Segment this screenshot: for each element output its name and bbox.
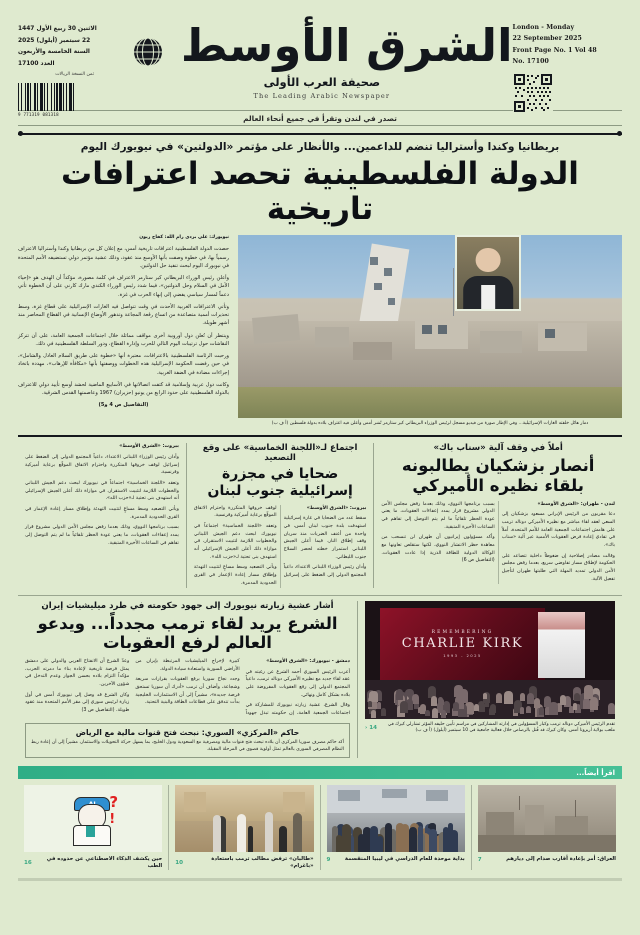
- story-paragraph: وقالت مصادر إصلاحية إن ضغوطاً داخلية تتصاعد على الحكومة لإطلاق مسار تفاوضي سريع، بعدما رفض مجلس الأمن الدولي تمديد المهلة التي طلبتها طهران لتأجيل تفعيل الآلية.: [501, 553, 615, 582]
- story-paragraph: وأدان رئيس الوزراء اللبناني الاعتداء، داعياً المجتمع الدولي إلى الضغط على إسرائيل لوقف خروقها المتكررة واحترام الاتفاق الموقّع برعاية أميركية وفرنسية.: [193, 505, 367, 579]
- masthead-city-day: London - Monday: [512, 24, 575, 31]
- teaser-image-ruins: [478, 785, 616, 852]
- story-column-dateline: بيروت: «الشرق الأوسط»: [119, 444, 179, 450]
- story-syria: [18, 601, 358, 759]
- kirk-screen-remembering: REMEMBERING: [431, 630, 494, 636]
- ai-doctor-illustration: [70, 792, 119, 845]
- masthead-year-ar: السنة الخامسة والأربعون: [18, 49, 90, 56]
- story-lebanon-body: [194, 505, 366, 588]
- kirk-screen-name: CHARLIE KIRK: [401, 636, 524, 652]
- lead-paragraph: ورحبت الرئاسة الفلسطينية بالاعترافات، معتبرة أنها «خطوة على طريق السلام العادل والشامل»، في حين رفضت الحكومة الإسرائيلية هذه الخطوات ووصفتها بأنها «مكافأة للإرهاب»، مهددة باتخاذ إجراءات مضادة في الضفة الغربية.: [18, 353, 229, 376]
- story-iran-dateline: لندن - طهران: «الشرق الأوسط»: [537, 501, 615, 507]
- teaser-page[interactable]: 7: [477, 856, 482, 863]
- masthead-volume: Front Page No. 1 Vol 48: [512, 46, 597, 54]
- section-divider-thin: [18, 595, 622, 596]
- question-mark-icon: ?: [109, 792, 119, 811]
- story-paragraph: دعا مقربون من الرئيس الإيراني مسعود بزشكيان إلى السعي لعقد لقاء مباشر مع نظيره الأميركي دونالد ترمب على هامش اجتماعات الجمعية العامة للأمم المتحدة، أملاً في تفادي إعادة فرض العقوبات الأممية عبر آلية «سناب باك».: [501, 512, 615, 549]
- lead-body-wrap: [18, 235, 622, 428]
- kirk-caption-row: [365, 722, 615, 736]
- story-lebanon-dateline: بيروت: «الشرق الأوسط»: [306, 505, 367, 511]
- story-paragraph: وجدد نجاح سوريا برفع العقوبات بقرارات سريعة وشجاعة، وأضاف أن ترمب «أدرك أن سوريا تستحق فرصة جديدة»، مشيراً إلى أن الاستثمارات الخليجية بدأت تتدفق على قطاعات الطاقة والبنية التحتية.: [135, 677, 240, 706]
- foreground-grass: [238, 387, 622, 418]
- story-paragraph: بسبب برنامجها النووي، وذلك بعدما رفض مجلس الأمن الدولي مشروع قرار يمدد إعفاءات العقوبات، ما يعني عودة الحظر تلقائياً ما لم يتم التوصل إلى تفاهم في الساعات الأخيرة المتبقية.: [381, 501, 495, 530]
- brief-body: أكد حاكم مصرف سوريا المركزي أن بلاده تبحث فتح قنوات مالية ومصرفية مع السعودية ودول الخليج، بما يسهل حركة التحويلات والاستثمار، مشيراً إلى أن إعادة ربط النظام المصرفي السوري بالعالم تمثل أولوية قصوى في المرحلة المقبلة.: [31, 739, 344, 752]
- brief-headline[interactable]: حاكم «المركزي» السوري: نبحث فتح قنوات مالية مع الرياض: [75, 727, 300, 737]
- masthead-english-lines: [513, 22, 622, 68]
- kirk-page-ref[interactable]: 14 ‹: [365, 725, 378, 732]
- story-iran: [374, 443, 622, 587]
- masthead-arabic-lines: [18, 24, 131, 70]
- story-paragraph: أعرب الرئيس السوري أحمد الشرع عن رغبته في عقد لقاء جديد مع نظيره الأميركي دونالد ترمب، داعياً المجتمع الدولي إلى رفع العقوبات المفروضة على بلاده بشكل كامل ونهائي.: [245, 669, 350, 698]
- lead-paragraph: وينتظر أن تُعلن دول أوروبية أخرى مواقف مماثلة خلال اجتماعات الجمعية العامة، على أن تتركز النقاشات حول ترتيبات اليوم التالي للحرب وإدارة القطاع، ودور السلطة الفلسطينية في ذلك.: [18, 332, 229, 347]
- teaser-caption: حين يكشف الذكاء الاصطناعي عن حدوده في الطب: [46, 856, 163, 870]
- teaser-image-school: [327, 785, 465, 852]
- newspaper-logo-arabic: [131, 19, 513, 74]
- teaser-caption: العراق: أمر بإعادة أقارب صدام إلى ديارهم: [506, 856, 616, 863]
- story-lebanon-kicker: اجتماع لـ«اللجنة الخماسية» على وقع التصعيد: [202, 443, 358, 464]
- lead-continued-ref[interactable]: (التفاصيل ص 4 و5): [98, 402, 149, 409]
- masthead-price-note: ثمن النسخة الريالات: [55, 72, 94, 78]
- lead-paragraph: حصدت الدولة الفلسطينية اعترافات تاريخية أمس، مع إعلان كل من بريطانيا وكندا وأستراليا الاعتراف رسمياً بها، في خطوة وصفت بأنها الأوسع منذ عقود، وذلك عشية مؤتمر دولي تستضيفه الأمم المتحدة في نيويورك اليوم لبحث تنفيذ حل الدولتين.: [18, 246, 229, 269]
- kirk-photo-caption: تقدم الرئيس الأميركي دونالد ترمب وكبار المسؤولين في إدارته المشاركين في مراسم تأبين حليفه المؤثر تشارلي كيرك في ملعب بولاية أريزونا أمس. وكان كيرك قد قُتل بالرصاص خلال فعالية جامعية في 10 سبتمبر (أيلول) (أ ف ب): [387, 721, 615, 734]
- lead-divider: [18, 133, 622, 135]
- lead-photo-caption: دمار هائل خلفته الغارات الإسرائيلية... وفي الإطار صورة من فيديو مسجل لرئيس الوزراء البريطاني كير ستارمر نُشر أمس وأعلن فيه اعتراف بلاده بدولة فلسطين (أ ف ب): [271, 421, 589, 427]
- read-also-label: اقرأ أيضاً...: [576, 768, 615, 777]
- teaser-image-ai-doctor: [24, 785, 162, 852]
- story-iran-headline[interactable]: أنصار بزشكيان يطالبونه بلقاء نظيره الأميركي: [401, 456, 595, 495]
- barcode: [18, 81, 131, 111]
- collapsed-tower: [358, 244, 409, 333]
- teaser-taliban[interactable]: [169, 785, 320, 870]
- story-lebanon-headline[interactable]: ضحايا في مجزرة إسرائيلية جنوب لبنان: [207, 466, 353, 499]
- middle-stories-row: [18, 443, 622, 587]
- teaser-caption: «طالبان» ترفض مطالب ترمب باستعادة «باغرام»: [211, 856, 314, 870]
- logo-arabic-text: الشرق الأوسط: [180, 19, 513, 72]
- doctor-tie-icon: [86, 826, 95, 837]
- story-paragraph: وكان الشرع قد وصل إلى نيويورك أمس في أول زيارة لرئيس سوري إلى مقر الأمم المتحدة منذ عقود طويلة. (التفاصيل ص 3): [25, 692, 130, 714]
- teaser-page[interactable]: 9: [326, 856, 331, 863]
- story-paragraph: وأدان رئيس الوزراء اللبناني الاعتداء، داعياً المجتمع الدولي إلى الضغط على إسرائيل لوقف خروقها المتكررة واحترام الاتفاق الموقّع برعاية أميركية وفرنسية.: [25, 454, 179, 476]
- inset-portrait-photo: [455, 235, 521, 311]
- masthead-right-info: [18, 22, 131, 117]
- barcode-number: 9 771319 081318: [18, 112, 59, 118]
- story-iran-kicker: أملاً في وقف آلية «سناب باك»: [433, 443, 563, 454]
- teaser-ai-medicine[interactable]: [18, 785, 169, 870]
- story-paragraph: وعدّ الشرع أن الانفتاح العربي والدولي على دمشق يمثل فرصة تاريخية لإعادة بناء ما دمرته الحرب، مؤكداً التزام بلاده بحسن الجوار وعدم التدخل في شؤون الآخرين.: [25, 659, 130, 688]
- story-lebanon-continued: [18, 443, 187, 587]
- masthead-left-info: [513, 22, 622, 113]
- story-lebanon: [187, 443, 374, 587]
- lead-dateline: نيويورك: علي بردى رام الله: كفاح زبون: [139, 235, 229, 241]
- globe-icon: [133, 30, 163, 74]
- story-paragraph: وتعقد «اللجنة الخماسية» اجتماعاً في نيويورك لبحث دعم الجيش اللبناني والخطوات اللازمة لتثبيت الاستقرار، في موازاة ذلك أعلن الجيش الإسرائيلي أنه استهدف بنى تحتية لـ«حزب الله».: [193, 524, 277, 560]
- rubble-scene: [238, 235, 622, 418]
- teaser-page[interactable]: 16: [24, 860, 32, 867]
- brief-box: [25, 723, 350, 758]
- lead-kicker: بريطانيا وكندا وأستراليا تنضم للداعمين... والأنظار على مؤتمر «الدولتين» في نيويورك اليوم: [80, 141, 560, 153]
- lead-paragraph: وتأتي الاعترافات الغربية الأحدث في وقت تتواصل فيه الغارات الإسرائيلية على قطاع غزة، وسط تحذيرات أممية متصاعدة من اتساع رقعة المجاعة وتدهور الأوضاع الإنسانية في القطاع المحاصر منذ أشهر طويلة.: [18, 303, 229, 327]
- exclamation-mark-icon: !: [109, 811, 116, 827]
- lead-photo: [238, 235, 622, 418]
- story-paragraph: وأكد مسؤولون إيرانيون أن طهران لن تنسحب من معاهدة حظر الانتشار النووي، لكنها ستقلص تعاونها مع الوكالة الدولية للطاقة الذرية إذا عادت العقوبات. (التفاصيل ص 6): [381, 535, 495, 564]
- masthead-gregorian-date: 22 سبتمبر (أيلول) 2025: [18, 37, 91, 44]
- story-paragraph: بسبب برنامجها النووي، وذلك بعدما رفض مجلس الأمن الدولي مشروع قرار يمدد إعفاءات العقوبات، ما يعني عودة الحظر تلقائياً ما لم يتم التوصل إلى تفاهم في الساعات الأخيرة المتبقية.: [25, 525, 179, 546]
- masthead-strapline: تصدر في لندن وتقرأ في جميع أنحاء العالم: [18, 110, 622, 126]
- masthead-hijri-date: الاثنين 30 ربيع الأول 1447: [18, 26, 97, 32]
- teaser-caption: بداية موحدة للعام الدراسي في ليبيا المنقسمة: [344, 856, 465, 863]
- lead-headline[interactable]: الدولة الفلسطينية تحصد اعترافات تاريخية: [61, 156, 579, 227]
- read-also-teasers: [18, 785, 622, 870]
- story-syria-headline[interactable]: الشرع يريد لقاء ترمب مجدداً... ويدعو العالم لرفع العقوبات: [37, 613, 338, 653]
- qr-code-icon[interactable]: [513, 73, 553, 113]
- story-paragraph: وتعقد «اللجنة الخماسية» اجتماعاً في نيويورك لبحث دعم الجيش اللبناني والخطوات اللازمة لتثبيت الاستقرار، في موازاة ذلك أعلن الجيش الإسرائيلي أنه استهدف بنى تحتية لـ«حزب الله».: [25, 480, 179, 502]
- story-paragraph: ويأتي التصعيد وسط مساعٍ لتثبيت التهدئة وإطلاق مسار إعادة الإعمار في القرى الحدودية المدمرة.: [25, 506, 179, 520]
- story-syria-body: [25, 658, 350, 718]
- read-also-bar: [18, 766, 622, 779]
- teaser-libya[interactable]: [321, 785, 472, 870]
- crowd: [365, 680, 615, 719]
- logo-arabic-subtitle: صحيفة العرب الأولى: [263, 75, 381, 90]
- story-paragraph: وقال الشرع، عشية زيارته نيويورك للمشاركة في اجتماعات الجمعية العامة، إن حكومته تبذل جهوداً كبيرة لإخراج الميليشيات المرتبطة بإيران من الأراضي السورية واستعادة سيادة الدولة.: [135, 659, 350, 717]
- footer-rule: [18, 878, 622, 881]
- masthead-issue-ar: العدد 17100: [18, 60, 55, 67]
- teaser-image-taliban: [175, 785, 313, 852]
- kirk-screen-figure: [538, 612, 586, 678]
- masthead-date-en: 22 September 2025: [512, 35, 582, 43]
- lead-paragraph: وكانت دول عربية وإسلامية قد كثفت اتصالاتها في الأسابيع الماضية لحشد أوسع تأييد دولي للاعتراف بالدولة الفلسطينية على حدود الرابع من يونيو (حزيران) 1967 وعاصمتها القدس الشرقية.: [18, 381, 229, 397]
- story-syria-dateline: دمشق - نيويورك: «الشرق الأوسط»: [266, 659, 350, 665]
- story-syria-kicker: أشار عشية زيارته نيويورك إلى جهود حكومته في طرد ميليشيات إيران: [41, 600, 334, 611]
- story-iran-body: [381, 501, 615, 584]
- story-paragraph: ويأتي التصعيد وسط مساعٍ لتثبيت التهدئة وإطلاق مسار إعادة الإعمار في القرى الحدودية المدمرة.: [193, 565, 277, 586]
- masthead-logo-block: [131, 19, 513, 101]
- logo-english-tagline: The Leading Arabic Newspaper: [253, 92, 391, 101]
- lead-photo-block: [238, 235, 622, 428]
- lead-paragraph: وأعلن رئيس الوزراء البريطاني كير ستارمر الاعتراف في كلمة مصورة، مؤكداً أن الهدف هو «إحياء الأمل في السلام وحل الدولتين»، فيما شدد رئيس الوزراء الكندي مارك كارني على أن الخطوة تأتي دعماً لمسار سياسي يفضي إلى إنهاء الحرب في غزة.: [18, 275, 229, 298]
- teaser-page[interactable]: 10: [175, 860, 184, 867]
- masthead-issue-en: No. 17100: [512, 58, 549, 66]
- teaser-iraq[interactable]: [472, 785, 622, 870]
- lead-text-column: [18, 235, 229, 428]
- story-paragraph: سقط عدد من الضحايا في غارة إسرائيلية استهدفت بلدة جنوب لبنان أمس، في واحدة من أعنف الضربات منذ سريان وقف إطلاق النار، فيما أعلن الجيش اللبناني استمرار خطته لحصر السلاح جنوب الليطاني.: [283, 516, 367, 560]
- kirk-screen: [380, 608, 545, 681]
- lower-stories-row: [18, 601, 622, 759]
- kirk-photo-block: [358, 601, 622, 759]
- kirk-screen-dates: 1993 - 2025: [443, 653, 482, 659]
- section-divider: [18, 435, 622, 437]
- kirk-memorial-photo: [365, 601, 615, 719]
